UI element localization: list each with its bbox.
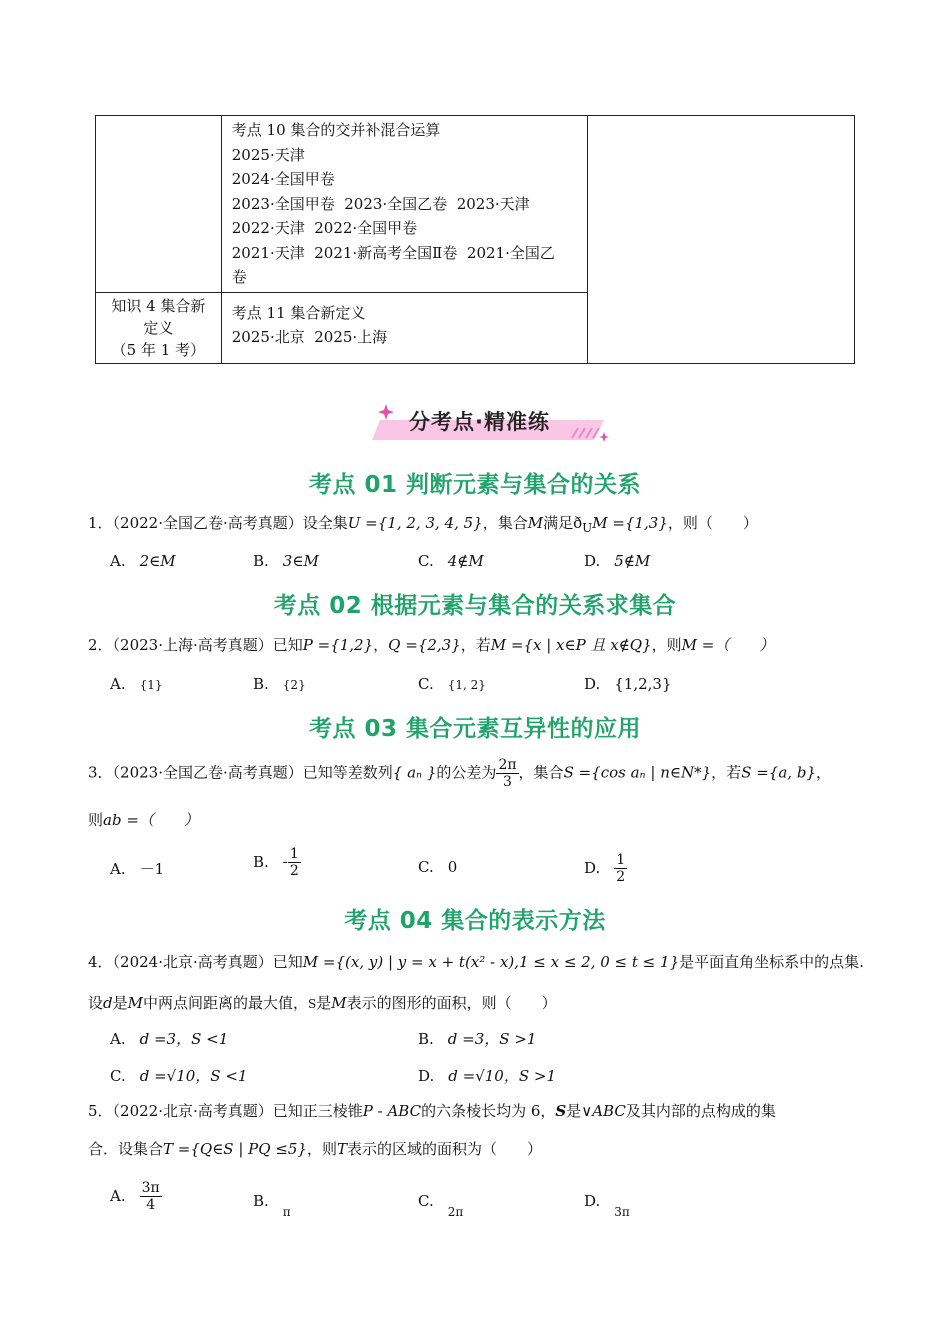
option-text: -: [282, 852, 288, 871]
year-line: 2025·天津: [231, 145, 305, 164]
option-label: B.: [253, 1192, 269, 1210]
q4-option-b[interactable]: [418, 1028, 536, 1049]
option-label: A.: [110, 1186, 126, 1205]
q3-option-d-fraction: [614, 852, 627, 885]
q5-option-a[interactable]: [110, 1180, 162, 1213]
q3-stem: 则: [88, 811, 104, 829]
q4-stem: 中两点间距离的最大值，: [143, 994, 309, 1012]
option-text: 3∈M: [282, 552, 319, 570]
q4-stem: 是: [112, 994, 128, 1012]
var-m: M: [527, 514, 544, 532]
q3-option-a[interactable]: [110, 858, 164, 879]
question-2: 2．（2023·上海·高考真题）已知P ={1,2}，Q ={2,3}，若M ={x | x∈P 且 x∉Q}，则M =（ ）: [88, 636, 775, 654]
knowledge-cell-empty: [96, 116, 222, 293]
knowledge-4-cell: [96, 292, 222, 363]
q2-set-m: M ={x | x∈P 且 x∉Q}: [490, 636, 652, 654]
option-text: 2∈M: [139, 552, 176, 570]
q1-stem: ，则（ ）: [667, 514, 758, 532]
q4-stem: 表示的图形的面积，则（ ）: [346, 994, 557, 1012]
q4-set-m: M ={(x, y) | y = x + t(x² - x),1 ≤ x ≤ 2, 0 ≤ t ≤ 1}: [302, 953, 680, 971]
option-label: D.: [584, 675, 601, 693]
option-text: 5∉M: [614, 552, 651, 570]
q1-stem: 1．（2022·全国乙卷·高考真题）设全集: [88, 514, 348, 532]
option-text: {1,2,3}: [614, 675, 672, 693]
q2-stem: ，则: [651, 636, 682, 654]
q3-option-d[interactable]: [584, 852, 627, 885]
q4-option-a[interactable]: [110, 1028, 228, 1049]
fraction-denominator: 2: [616, 869, 626, 885]
section-heading-04: 考点 04 集合的表示方法: [344, 908, 606, 934]
knowledge-label: 定义: [143, 318, 174, 337]
q4-stem: 4．（2024·北京·高考真题）已知: [88, 953, 303, 971]
q1-option-d[interactable]: [584, 552, 650, 570]
option-text: d =3，S <1: [139, 1030, 229, 1048]
exam-point-10-cell: [221, 116, 587, 293]
var-d: d: [103, 994, 113, 1012]
q2-option-d[interactable]: [584, 675, 672, 693]
option-label: D.: [418, 1067, 435, 1085]
option-text: {2}: [282, 678, 306, 692]
year-line: 2024·全国甲卷: [231, 170, 335, 188]
year-line: 2021·天津 2021·新高考全国Ⅱ卷 2021·全国乙: [231, 243, 555, 262]
q3-sequence: { aₙ }: [392, 763, 437, 782]
q1-option-c[interactable]: [418, 552, 484, 570]
option-text: －1: [139, 860, 165, 878]
notes-cell: [587, 116, 854, 364]
var-s: S: [555, 1102, 567, 1120]
q4-stem: 设: [88, 994, 104, 1012]
q3-stem: ，集合: [518, 763, 564, 782]
q3-difference-fraction: [496, 757, 518, 790]
var-m: M: [127, 994, 143, 1012]
option-label: B.: [253, 852, 269, 871]
q4-option-d[interactable]: [418, 1065, 556, 1086]
q2-set-q: Q ={2,3}: [388, 636, 461, 654]
q1-option-a[interactable]: [110, 552, 176, 570]
option-label: C.: [418, 675, 434, 693]
q5-stem: 5．（2022·北京·高考真题）已知正三棱锥: [88, 1102, 363, 1120]
q2-option-b[interactable]: [253, 675, 306, 693]
option-text: 3π: [614, 1205, 630, 1219]
option-label: C.: [418, 1192, 434, 1210]
question-3: 3．（2023·全国乙卷·高考真题）已知等差数列{ aₙ }的公差为 $\frac{2\pi}{3}$ ，集合S ={cos aₙ | n∈N*}，若S ={a, b}，: [88, 757, 831, 790]
q1-option-b[interactable]: [253, 552, 319, 570]
point-title: 考点 11 集合新定义: [231, 303, 366, 322]
q4-option-c[interactable]: [110, 1065, 247, 1086]
q3-set-s2: S ={a, b}: [741, 763, 816, 782]
var-t: T: [337, 1140, 348, 1158]
q5-stem: 及其内部的点构成的集: [625, 1102, 776, 1120]
q5-stem: 合．设集合: [88, 1140, 164, 1158]
knowledge-label: （5 年 1 考）: [111, 340, 206, 359]
fraction-numerator: 3π: [141, 1180, 160, 1196]
option-text: π: [282, 1205, 291, 1219]
q1-stem: 满足: [543, 514, 574, 532]
question-1: 1．（2022·全国乙卷·高考真题）设全集U ={1, 2, 3, 4, 5}，集合M满足$ð_UM =\{1,3\}$，则（ ）: [88, 514, 758, 535]
option-label: D.: [584, 1192, 601, 1210]
option-text: {1, 2}: [447, 678, 486, 692]
q5-option-a-fraction: [140, 1180, 162, 1213]
option-label: A.: [110, 860, 126, 878]
question-4-line-2: [88, 992, 557, 1015]
option-text: 2π: [447, 1205, 464, 1219]
fraction-denominator: 2: [289, 863, 299, 879]
q5-triangle: ∨ABC: [581, 1102, 626, 1120]
q2-stem: 2．（2023·上海·高考真题）已知: [88, 636, 303, 654]
fraction-numerator: 1: [289, 846, 299, 862]
fraction-numerator: 2π: [498, 757, 517, 773]
fraction-denominator: 4: [146, 1197, 156, 1213]
option-label: B.: [253, 552, 269, 570]
option-text: 4∉M: [447, 552, 484, 570]
q3-expression: ab =（ ）: [103, 811, 199, 829]
q3-set-s: S ={cos aₙ | n∈N*}: [563, 763, 712, 782]
q4-stem: 是平面直角坐标系中的点集.: [679, 953, 864, 971]
knowledge-label: 知识 4 集合新: [111, 296, 206, 315]
option-label: A.: [110, 675, 126, 693]
option-label: A.: [110, 1030, 126, 1048]
section-heading-03: 考点 03 集合元素互异性的应用: [308, 716, 642, 742]
option-label: D.: [584, 858, 601, 877]
question-4: [88, 951, 864, 973]
q1-complement: ð: [573, 514, 583, 532]
option-label: C.: [110, 1067, 126, 1085]
q1-set-u: U ={1, 2, 3, 4, 5}: [347, 514, 483, 532]
q3-stem: ，若: [711, 763, 742, 782]
q2-stem: M =（ ）: [681, 636, 775, 654]
option-text: d =√10，S >1: [448, 1067, 557, 1085]
q5-pyramid: P - ABC: [362, 1102, 422, 1120]
q5-set-t: T ={Q∈S | PQ ≤5}: [163, 1140, 307, 1158]
section-banner: [372, 398, 612, 448]
option-label: B.: [418, 1030, 434, 1048]
point-title: 考点 10 集合的交并补混合运算: [231, 121, 441, 139]
section-heading-02: 考点 02 根据元素与集合的关系求集合: [273, 593, 677, 619]
q5-option-b[interactable]: [253, 1192, 291, 1219]
q2-option-c[interactable]: [418, 675, 486, 693]
question-5-line-2: [88, 1138, 542, 1160]
q2-option-a[interactable]: [110, 675, 163, 693]
exam-points-table: [95, 115, 855, 364]
q3-stem: 的公差为: [436, 763, 497, 782]
var-m: M: [331, 994, 347, 1012]
q1-stem: ，集合: [482, 514, 528, 532]
option-text: d =√10，S <1: [139, 1067, 248, 1085]
exam-point-11-cell: [221, 292, 587, 363]
q3-option-b-fraction: [288, 846, 301, 879]
q2-set-p: P ={1,2}: [302, 636, 374, 654]
year-line: 卷: [231, 268, 247, 286]
option-text: d =3，S >1: [447, 1030, 537, 1048]
q5-stem: 表示的区域的面积为（ ）: [347, 1140, 543, 1158]
q5-stem: 的六条棱长均为 6，: [421, 1102, 556, 1120]
option-label: D.: [584, 552, 601, 570]
q1-complement-set: M ={1,3}: [592, 514, 668, 532]
year-line: 2025·北京 2025·上海: [231, 328, 388, 346]
question-3-line-2: [88, 809, 199, 831]
q3-option-b[interactable]: [253, 846, 301, 879]
year-line: 2023·全国甲卷 2023·全国乙卷 2023·天津: [231, 194, 530, 213]
fraction-numerator: 1: [616, 852, 626, 868]
option-label: B.: [253, 675, 269, 693]
section-heading-01: 考点 01 判断元素与集合的关系: [308, 472, 642, 498]
option-label: C.: [418, 552, 434, 570]
option-label: C.: [418, 858, 434, 876]
question-5: [88, 1100, 776, 1122]
fraction-denominator: 3: [503, 774, 512, 790]
q4-stem: 是: [316, 994, 332, 1012]
year-line: 2022·天津 2022·全国甲卷: [231, 219, 418, 237]
var-s: S: [308, 997, 317, 1011]
q3-option-c[interactable]: [418, 858, 457, 876]
q5-stem: ，则: [306, 1140, 337, 1158]
option-text: {1}: [139, 678, 163, 692]
q5-stem: 是: [566, 1102, 582, 1120]
option-text: 0: [447, 858, 458, 876]
option-label: A.: [110, 552, 126, 570]
banner-title: 分考点·精准练: [409, 410, 550, 434]
q3-stem: 3．（2023·全国乙卷·高考真题）已知等差数列: [88, 763, 393, 782]
